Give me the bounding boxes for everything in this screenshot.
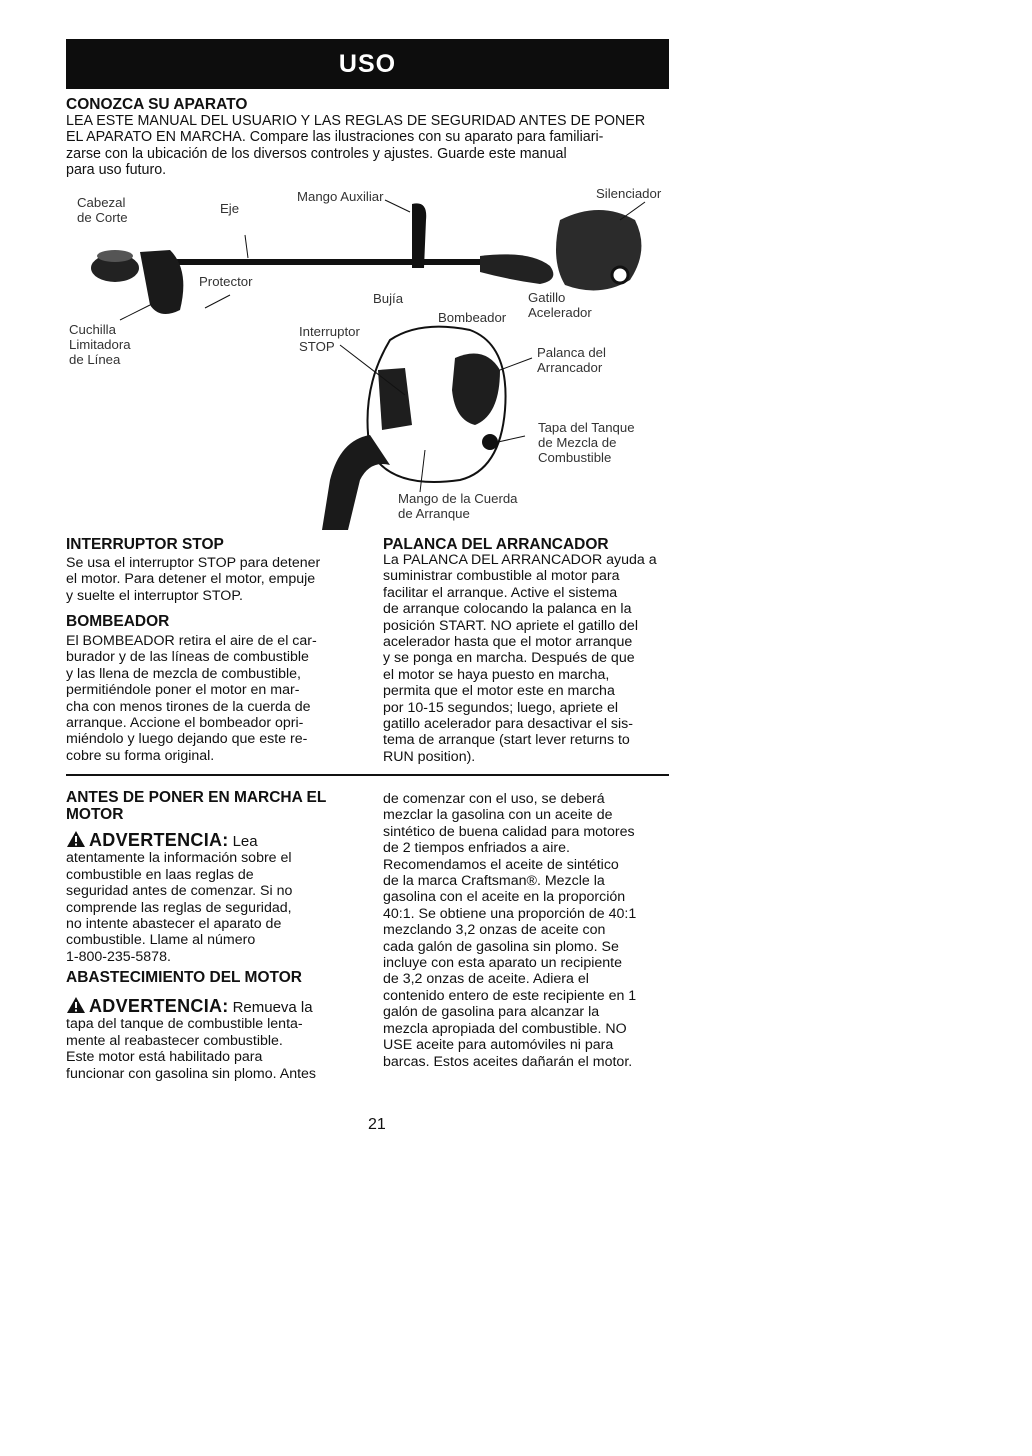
text-line: incluye con esta aparato un recipiente <box>383 955 622 972</box>
text-line: no intente abastecer el aparato de <box>66 916 282 933</box>
label-line: Mango de la Cuerda <box>398 491 518 506</box>
label-mango-auxiliar: Mango Auxiliar <box>297 189 384 204</box>
label-line: Limitadora <box>69 337 131 352</box>
heading-interruptor: INTERRUPTOR STOP <box>66 536 224 553</box>
text-line: de 3,2 onzas de aceite. Adiera el <box>383 971 589 988</box>
text-line: miéndolo y luego dejando que este re- <box>66 731 308 748</box>
heading-line: ANTES DE PONER EN MARCHA EL <box>66 789 327 806</box>
label-line: Acelerador <box>528 305 592 320</box>
text-line: 1-800-235-5878. <box>66 948 171 965</box>
interruptor-paragraph <box>66 555 320 604</box>
text-line: combustible. Llame al número <box>66 932 256 949</box>
text-line: Este motor está habilitado para <box>66 1049 263 1066</box>
text-line: atentamente la información sobre el <box>66 850 292 867</box>
pointer-line <box>205 295 230 308</box>
label-tapa <box>538 420 635 465</box>
palanca-paragraph <box>383 552 657 765</box>
warning-block-2 <box>66 996 366 1082</box>
text-line: 40:1. Se obtiene una proporción de 40:1 <box>383 905 637 922</box>
warning-block-1 <box>66 830 366 965</box>
text-line: cada galón de gasolina sin plomo. Se <box>383 938 619 955</box>
tank-cap-shape <box>482 434 498 450</box>
heading-antes <box>66 789 326 823</box>
label-bombeador: Bombeador <box>438 310 507 325</box>
bombeador-paragraph <box>66 633 317 764</box>
text-line: suministrar combustible al motor para <box>383 568 620 585</box>
text-line: combustible en laas reglas de <box>66 866 254 883</box>
label-line: STOP <box>299 339 335 354</box>
text-line: comprende las reglas de seguridad, <box>66 899 292 916</box>
warning-rest: Remueva la <box>232 999 313 1016</box>
text-line: tapa del tanque de combustible lenta- <box>66 1016 303 1033</box>
label-cabezal <box>77 195 128 225</box>
label-line: de Línea <box>69 352 121 367</box>
text-line: por 10-15 segundos; luego, apriete el <box>383 699 619 716</box>
text-line: barcas. Estos aceites dañarán el motor. <box>383 1053 633 1070</box>
heading-bombeador: BOMBEADOR <box>66 613 170 630</box>
label-line: Combustible <box>538 450 612 465</box>
text-line: acelerador hasta que el motor arranque <box>383 634 633 651</box>
pointer-line <box>620 202 645 220</box>
warning-rest: Lea <box>232 833 258 850</box>
warning-title: ADVERTENCIA: <box>89 830 229 850</box>
text-line: de 2 tiempos enfriados a aire. <box>383 840 570 857</box>
intro-line: LEA ESTE MANUAL DEL USUARIO Y LAS REGLAS DE SEGURIDAD ANTES DE PONER <box>66 113 646 129</box>
heading-line: MOTOR <box>66 806 124 823</box>
label-protector: Protector <box>199 274 253 289</box>
pointer-line <box>245 235 248 258</box>
warning-title-line <box>66 830 366 850</box>
fuel-mix-paragraph <box>383 791 636 1070</box>
warning-title: ADVERTENCIA: <box>89 996 229 1016</box>
label-cuchilla <box>69 322 131 367</box>
label-palanca <box>537 345 606 375</box>
rear-handle-shape <box>480 254 553 284</box>
intro-paragraph <box>66 113 645 179</box>
pointer-line <box>385 200 410 212</box>
label-line: Gatillo <box>528 290 566 305</box>
text-line: Recomendamos el aceite de sintético <box>383 856 619 873</box>
text-line: galón de gasolina para alcanzar la <box>383 1004 600 1021</box>
intro-line: zarse con la ubicación de los diversos controles y ajustes. Guarde este manual <box>66 145 567 162</box>
text-line: y las llena de mezcla de combustible, <box>66 665 302 682</box>
text-line: mente al reabastecer combustible. <box>66 1032 283 1049</box>
text-line: tema de arranque (start lever returns to <box>383 732 630 749</box>
text-line: sintético de buena calidad para motores <box>383 823 635 840</box>
label-line: Tapa del Tanque <box>538 420 635 435</box>
label-line: de Arranque <box>398 506 470 521</box>
text-line: El BOMBEADOR retira el aire de el car- <box>66 633 317 649</box>
text-line: y se ponga en marcha. Después de que <box>383 650 635 667</box>
label-line: Palanca del <box>537 345 606 360</box>
text-line: facilitar el arranque. Active el sistema <box>383 584 618 601</box>
heading-conozca: CONOZCA SU APARATO <box>66 96 248 113</box>
text-line: gasolina con el aceite en la proporción <box>383 889 626 906</box>
label-mango-cuerda <box>398 491 518 521</box>
intro-line: para uso futuro. <box>66 162 167 179</box>
text-line: USE aceite para automóviles ni para <box>383 1037 614 1054</box>
aux-handle-shape <box>412 203 426 268</box>
label-silenciador: Silenciador <box>596 186 662 201</box>
text-line: seguridad antes de comenzar. Si no <box>66 883 293 900</box>
heading-abastecimiento: ABASTECIMIENTO DEL MOTOR <box>66 969 302 986</box>
engine-cap-shape <box>612 267 628 283</box>
text-line: de arranque colocando la palanca en la <box>383 601 632 618</box>
warning-title-line <box>66 996 366 1016</box>
text-line: y suelte el interruptor STOP. <box>66 587 243 604</box>
label-gatillo <box>528 290 592 320</box>
label-line: de Mezcla de <box>538 435 617 450</box>
section-banner <box>66 39 669 89</box>
guard-shape <box>140 250 183 314</box>
text-line: cobre su forma original. <box>66 747 215 764</box>
text-line: La PALANCA DEL ARRANCADOR ayuda a <box>383 552 657 568</box>
text-line: el motor se haya puesto en marcha, <box>383 666 610 683</box>
text-line: posición START. NO apriete el gatillo del <box>383 617 638 634</box>
cutting-head-top <box>97 250 133 262</box>
warning-triangle-icon <box>66 830 86 848</box>
label-line: Cabezal <box>77 195 126 210</box>
text-line: permitiéndole poner el motor en mar- <box>66 682 300 699</box>
label-line: Arrancador <box>537 360 603 375</box>
label-line: de Corte <box>77 210 128 225</box>
text-line: mezcla apropiada del combustible. NO <box>383 1020 627 1037</box>
text-line: arranque. Accione el bombeador opri- <box>66 715 304 732</box>
text-line: permita que el motor este en marcha <box>383 683 615 700</box>
text-line: RUN position). <box>383 748 476 765</box>
text-line: el motor. Para detener el motor, empuje <box>66 571 316 588</box>
text-line: contenido entero de este recipiente en 1 <box>383 987 637 1004</box>
label-line: Interruptor <box>299 324 360 339</box>
warning-triangle-icon <box>66 996 86 1014</box>
text-line: mezclando 3,2 onzas de aceite con <box>383 922 606 939</box>
pointer-line <box>498 436 525 442</box>
text-line: Se usa el interruptor STOP para detener <box>66 555 321 571</box>
pointer-line <box>120 305 150 320</box>
label-line: Cuchilla <box>69 322 116 337</box>
page-number: 21 <box>368 1116 386 1133</box>
text-line: de comenzar con el uso, se deberá <box>383 791 605 807</box>
section-divider <box>66 774 669 776</box>
section-title: USO <box>338 49 397 78</box>
text-line: gatillo acelerador para desactivar el sis- <box>383 716 633 733</box>
text-line: de la marca Craftsman®. Mezcle la <box>383 873 605 890</box>
label-interruptor <box>299 324 360 354</box>
text-line: burador y de las líneas de combustible <box>66 649 309 666</box>
text-line: cha con menos tirones de la cuerda de <box>66 698 311 715</box>
label-eje: Eje <box>220 201 240 216</box>
text-line: mezclar la gasolina con un aceite de <box>383 807 613 824</box>
text-line: funcionar con gasolina sin plomo. Antes <box>66 1065 317 1082</box>
intro-line: EL APARATO EN MARCHA. Compare las ilustraciones con su aparato para familiari- <box>66 129 604 146</box>
pointer-line <box>500 358 532 370</box>
label-bujia: Bujía <box>373 291 404 306</box>
heading-palanca: PALANCA DEL ARRANCADOR <box>383 536 609 553</box>
